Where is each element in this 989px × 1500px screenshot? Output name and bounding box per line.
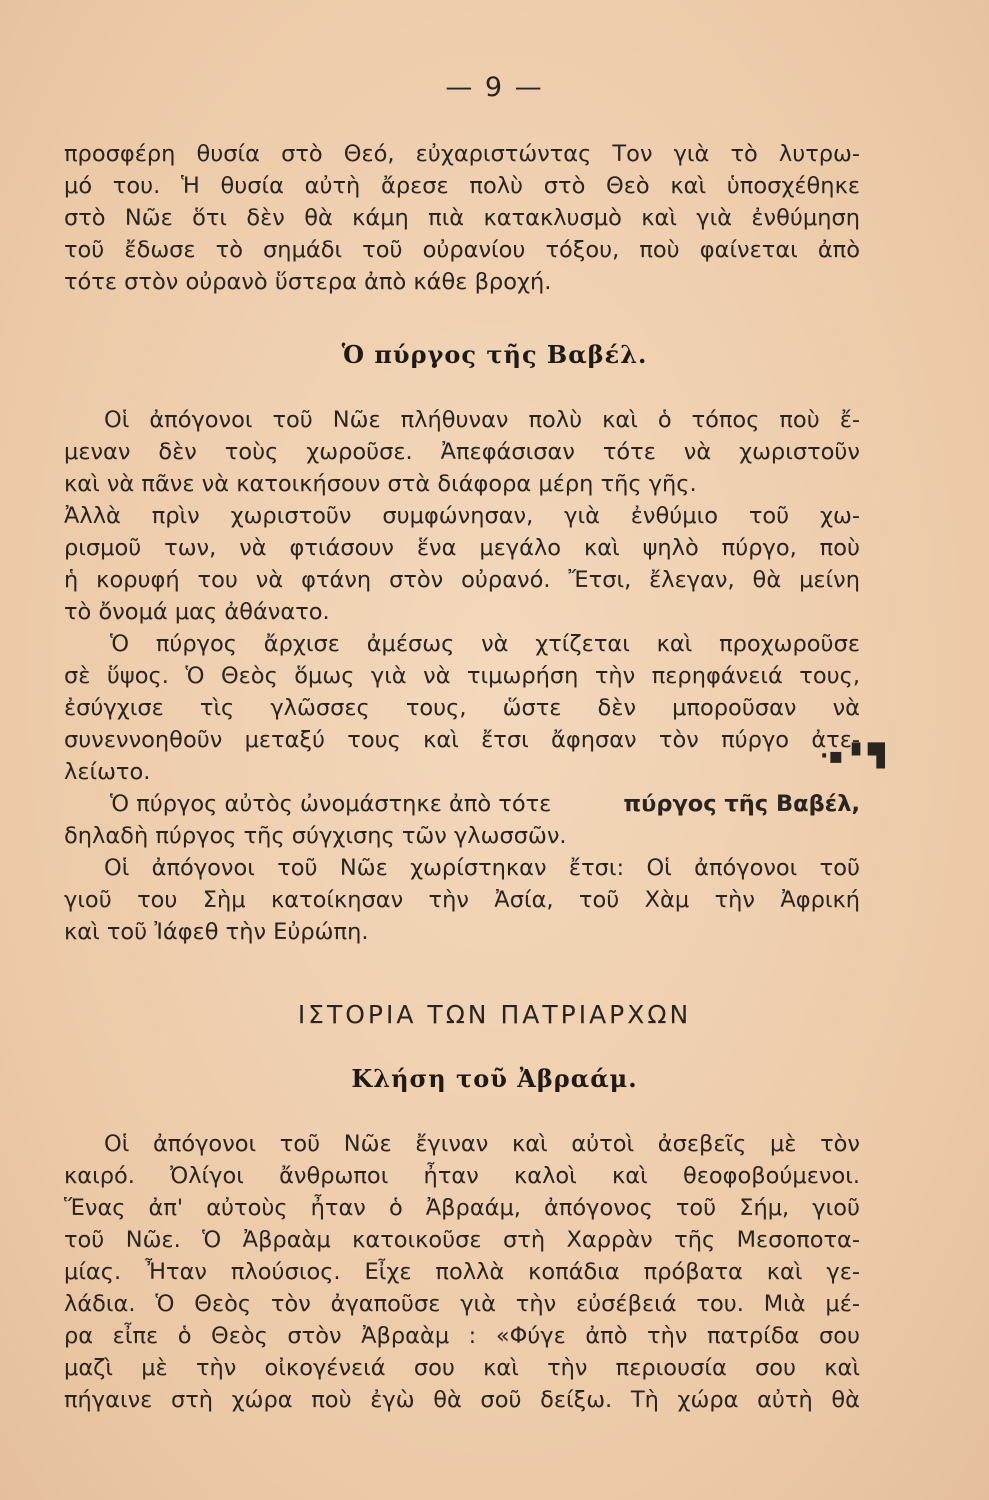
text-line: καιρό. Ὀλίγοι ἄνθρωποι ἦταν καλοὶ καὶ θεοφοβούμενοι.	[64, 1163, 860, 1189]
text-line: τοῦ Νῶε. Ὁ Ἀβραὰμ κατοικοῦσε στὴ Χαρρὰν τῆς Μεσοποτα-	[64, 1227, 860, 1253]
text-line: μό του. Ἡ θυσία αὐτὴ ἄρεσε πολὺ στὸ Θεὸ καὶ ὑποσχέθηκε	[64, 173, 860, 199]
text-line: λείωτο.	[64, 759, 151, 785]
section-title: Κλήση τοῦ Ἀβραάμ.	[351, 1064, 638, 1093]
text-line: λάδια. Ὁ Θεὸς τὸν ἀγαποῦσε γιὰ τὴν εὐσέβειά του. Μιὰ μέ-	[64, 1291, 860, 1317]
text-line: ἐσύγχισε τὶς γλῶσσες τους, ὥστε δὲν μποροῦσαν νὰ	[64, 695, 860, 721]
section-heading: ΙΣΤΟΡΙΑ ΤΩΝ ΠΑΤΡΙΑΡΧΩΝ	[297, 1000, 692, 1029]
text-line: Ἕνας ἀπ' αὐτοὺς ἦταν ὁ Ἀβραάμ, ἀπόγονος τοῦ Σήμ, γιοῦ	[64, 1195, 860, 1221]
text-line: ἡ κορυφή του νὰ φτάνη στὸν οὐρανό. Ἔτσι, ἔλεγαν, θὰ μείνη	[64, 567, 860, 593]
text-line: Ὁ πύργος ἄρχισε ἀμέσως νὰ χτίζεται καὶ προχωροῦσε	[110, 631, 860, 657]
text-span: Ὁ πύργος αὐτὸς ὠνομάστηκε ἀπὸ τότε	[110, 791, 552, 817]
page-number: — 9 —	[445, 72, 544, 103]
text-line: Οἱ ἀπόγονοι τοῦ Νῶε χωρίστηκαν ἔτσι: Οἱ ἀπόγονοι τοῦ	[104, 855, 860, 881]
text-line: καὶ νὰ πᾶνε νὰ κατοικήσουν στὰ διάφορα μέρη τῆς γῆς.	[64, 471, 697, 497]
text-line: τὸ ὄνομά μας ἀθάνατο.	[64, 599, 330, 625]
text-line: τότε στὸν οὐρανὸ ὕστερα ἀπὸ κάθε βροχή.	[64, 269, 552, 295]
text-line: τοῦ ἔδωσε τὸ σημάδι τοῦ οὐρανίου τόξου, ποὺ φαίνεται ἀπὸ	[64, 237, 860, 263]
text-line: γιοῦ του Σὴμ κατοίκησαν τὴν Ἀσία, τοῦ Χὰμ τὴν Ἀφρική	[64, 887, 860, 913]
text-line: στὸ Νῶε ὅτι δὲν θὰ κάμη πιὰ κατακλυσμὸ καὶ γιὰ ἐνθύμηση	[64, 205, 860, 231]
text-line: Ἀλλὰ πρὶν χωριστοῦν συμφώνησαν, γιὰ ἐνθύμιο τοῦ χω-	[64, 503, 860, 529]
text-line: Οἱ ἀπόγονοι τοῦ Νῶε ἔγιναν καὶ αὐτοὶ ἀσεβεῖς μὲ τὸν	[104, 1131, 860, 1157]
text-line: Οἱ ἀπόγονοι τοῦ Νῶε πλήθυναν πολὺ καὶ ὁ τόπος ποὺ ἔ-	[104, 407, 860, 433]
text-line: συνεννοηθοῦν μεταξύ τους καὶ ἔτσι ἄφησαν τὸν πύργο ἀτε-	[64, 727, 860, 753]
text-line: προσφέρη θυσία στὸ Θεό, εὐχαριστώντας Τον γιὰ τὸ λυτρω-	[64, 141, 860, 167]
printing-mark: ·▪︎▝ ▜	[820, 744, 885, 769]
text-line: ρισμοῦ των, νὰ φτιάσουν ἕνα μεγάλο καὶ ψηλὸ πύργο, ποὺ	[64, 535, 860, 561]
text-line: ρα εἶπε ὁ Θεὸς στὸν Ἀβραὰμ : «Φύγε ἀπὸ τὴν πατρίδα σου	[64, 1323, 860, 1349]
text-line	[110, 788, 860, 820]
text-line: μαζὶ μὲ τὴν οἰκογένειά σου καὶ τὴν περιουσία σου καὶ	[64, 1355, 860, 1381]
text-line: μίας. Ἦταν πλούσιος. Εἶχε πολλὰ κοπάδια πρόβατα καὶ γε-	[64, 1259, 860, 1285]
text-line: πήγαινε στὴ χώρα ποὺ ἐγὼ θὰ σοῦ δείξω. Τὴ χώρα αὐτὴ θὰ	[64, 1387, 860, 1413]
emphasized-term: πύργος τῆς Βαβέλ,	[623, 791, 860, 817]
section-title: Ὁ πύργος τῆς Βαβέλ.	[341, 340, 648, 369]
text-line: καὶ τοῦ Ἰάφεθ τὴν Εὐρώπη.	[64, 919, 369, 945]
text-line: μεναν δὲν τοὺς χωροῦσε. Ἀπεφάσισαν τότε νὰ χωριστοῦν	[64, 439, 860, 465]
text-line: σὲ ὕψος. Ὁ Θεὸς ὅμως γιὰ νὰ τιμωρήση τὴν περηφάνειά τους,	[64, 663, 860, 689]
text-line: δηλαδὴ πύργος τῆς σύγχισης τῶν γλωσσῶν.	[64, 823, 567, 849]
